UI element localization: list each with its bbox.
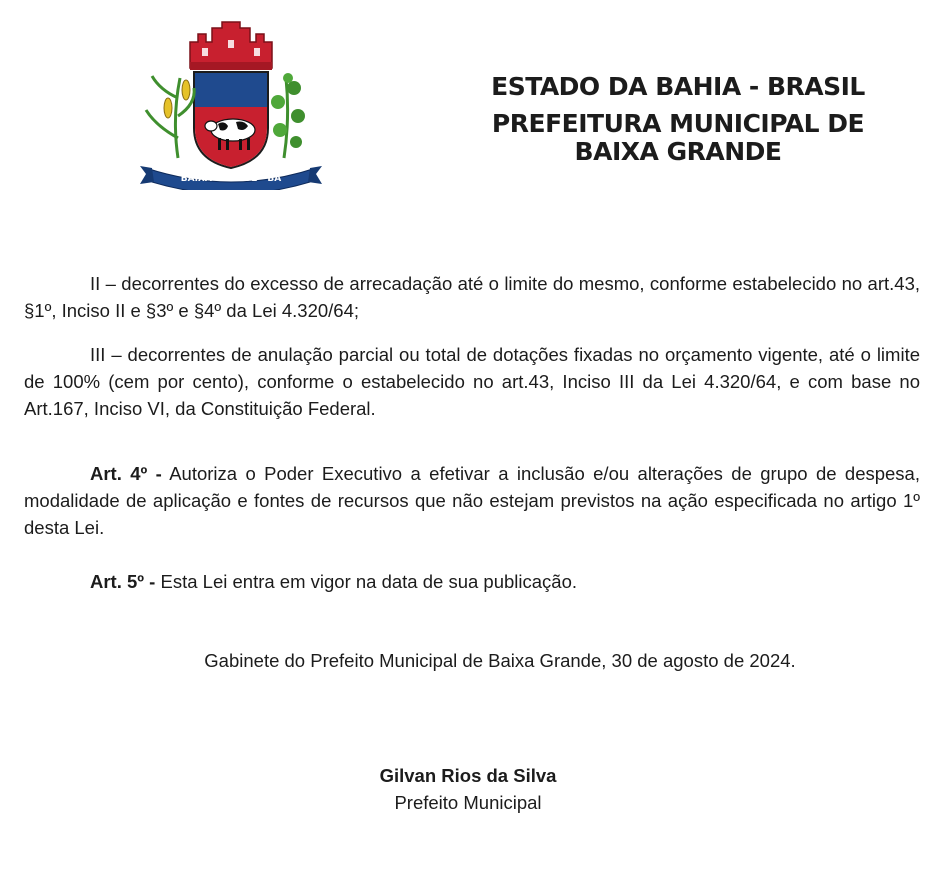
letterhead-text bbox=[468, 70, 888, 166]
article-4-label: Art. 4º - bbox=[90, 463, 162, 484]
article-4-text: Autoriza o Poder Executivo a efetivar a inclusão e/ou alterações de grupo de despesa, modalidade de aplicação e fontes de recursos que não estejam previstos na ação especificada no artigo 1º desta Lei. bbox=[24, 463, 920, 538]
paragraph-art-5 bbox=[24, 568, 920, 595]
state-heading: ESTADO DA BAHIA - BRASIL bbox=[491, 72, 865, 101]
signatory-name: Gilvan Rios da Silva bbox=[379, 765, 557, 786]
municipality-heading: BAIXA GRANDE bbox=[574, 137, 782, 166]
shield-icon bbox=[194, 72, 268, 168]
article-5-label: Art. 5º - bbox=[90, 571, 156, 592]
crown-icon bbox=[190, 22, 272, 70]
ribbon-text: BAIXA GRANDE - BA bbox=[180, 174, 282, 184]
closing-statement: Gabinete do Prefeito Municipal de Baixa Grande, 30 de agosto de 2024. bbox=[204, 650, 796, 671]
leafy-plant-icon bbox=[271, 73, 305, 158]
article-5-text: Esta Lei entra em vigor na data de sua publicação. bbox=[155, 571, 578, 592]
prefecture-heading: PREFEITURA MUNICIPAL DE bbox=[491, 109, 865, 138]
paragraph-inciso-iii: III – decorrentes de anulação parcial ou total de dotações fixadas no orçamento vigente, até o limite de 100% (cem por cento), conforme o estabelecido no art.43, Inciso III da Lei 4.320/64, e com base no Art.167, Inciso VI, da Constituição Federal. bbox=[24, 344, 920, 419]
corn-plant-icon bbox=[146, 76, 194, 158]
municipal-coat-of-arms bbox=[138, 18, 324, 190]
ribbon-banner bbox=[140, 166, 322, 190]
paragraph-inciso-ii: II – decorrentes do excesso de arrecadação até o limite do mesmo, conforme estabelecido no art.43, §1º, Inciso II e §3º e §4º da Lei 4.320/64; bbox=[24, 273, 920, 321]
paragraph-art-4 bbox=[24, 460, 920, 541]
signatory-title: Prefeito Municipal bbox=[394, 792, 542, 813]
signature-block bbox=[0, 762, 936, 816]
